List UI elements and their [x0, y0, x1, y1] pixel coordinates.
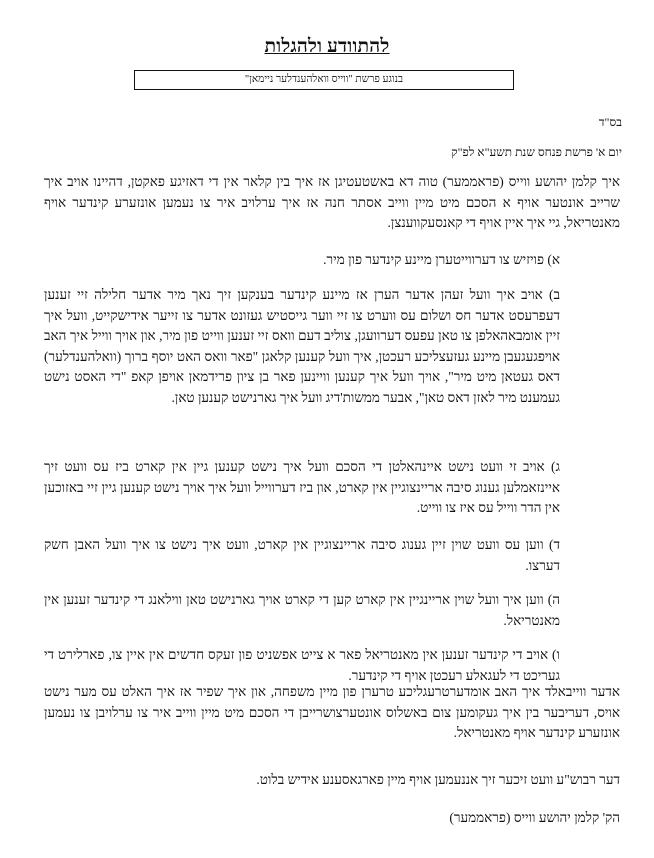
subtitle-box: בנוגע פרשת "ווייס וואלהענדלער ניימאן": [134, 70, 514, 90]
list-item-d: ד) ווען עס וועט שוין זיין גענוג סיבה אריינצוגיין אין קארט, וועט איך נישט צו איך וועל האבן חשק דערצו.: [44, 537, 560, 573]
closing-paragraph: אדער ווייבאלד איך האב אומדערטרעגליכע טרערן פון מיין משפחה, און איך שפיר אז איך האלט עס מער נישט אויס, דעריבער בין איך געקומען צום באשלוס אונטערצושרייבן די הסכם מיט מיין ווייב איר צו ערלויבן צו נעמען אונזערע קינדער אויף מאנטריאל.: [44, 684, 620, 740]
list-item-c: ג) אויב זי וועט נישט איינהאלטן די הסכם וועל איך נישט קענען גיין אין קארט ביז עס וועט זיך איינזאמלען גענוג סיבה אריינצוגיין אין קארט, און ביז דערווייל וועל איך אויך נישט קענען גיין זיי באזוכען אין הדר ווייל עס איז צו ווייט.: [44, 459, 560, 515]
blessing-line: דער רבוש"ע וועט זיכער זיך אננעמען אויף מיין פארגאסענע אידיש בלוט.: [256, 772, 620, 787]
list-item-f: ו) אויב די קינדער זענען אין מאנטריאל פאר א צייט אפשניט פון זעקס חדשים אין איין צו, פארלירט די געריכט די לעגאלע רעכטן אויף די קינדער.: [44, 647, 560, 683]
signature: הק' קלמן יהושע ווייס (פראממער): [449, 810, 620, 825]
intro-paragraph: איך קלמן יהושע ווייס (פראממער) טוה דא באשטעטיגן אז איך בין קלאר אין די דאזיגע פאקטן, דהיינו אויב איך שרייב אונטער אויף א הסכם מיט מיין ווייב אסתר חנה אז איך ערלויב איר צו נעמען אונזערע קינדער אויף מאנטריאל, גיי איך איין אויף די קאנסעקווענצן.: [44, 174, 620, 230]
list-item-e: ה) ווען איך וועל שוין אריינגיין אין קארט קען די קארט אויך גארנישט טאן ווילאנג די קינדער זענען אין מאנטריאל.: [44, 592, 560, 628]
list-item-b: ב) אויב איך וועל זעהן אדער הערן אז מיינע קינדער בענקען זיך נאך מיר אדער חלילה זיי זענען דעפרעסט אדער חס ושלום עס ווערט צו זיי ווער גייסטיש געזונט אדער צו זייער אידישקייט, וועל איך זיין אומבאהאלפן צו טאן עפעס דערוועגן, צוליב דעם וואס זיי זענען ווייט פון מיר, און אויך ווייל איך האב אויפגעגעבן מיינע געזעצליכע רעכטן, איך וועל קענען קלאגן "פאר וואס האט יוסף ברוך (וואלהענדלער) דאס געטאן מיט מיר", אויך וועל איך קענען וויינען פאר בן ציון פרידמאן אויפן קאפ "די האסט נישט געמענט מיר לאזן דאס טאן", אבער ממשות'דיג וועל איך גארנישט קענען טאן.: [44, 287, 560, 405]
date-line: יום א' פרשת פנחס שנת תשע"א לפ"ק: [451, 145, 622, 159]
bsd-header: בס"ד: [598, 115, 622, 129]
page-title: להתוודע ולהגלות: [264, 36, 390, 57]
list-item-a: א) פויזיש צו דערווייטערן מיינע קינדער פון מיר.: [323, 252, 560, 267]
